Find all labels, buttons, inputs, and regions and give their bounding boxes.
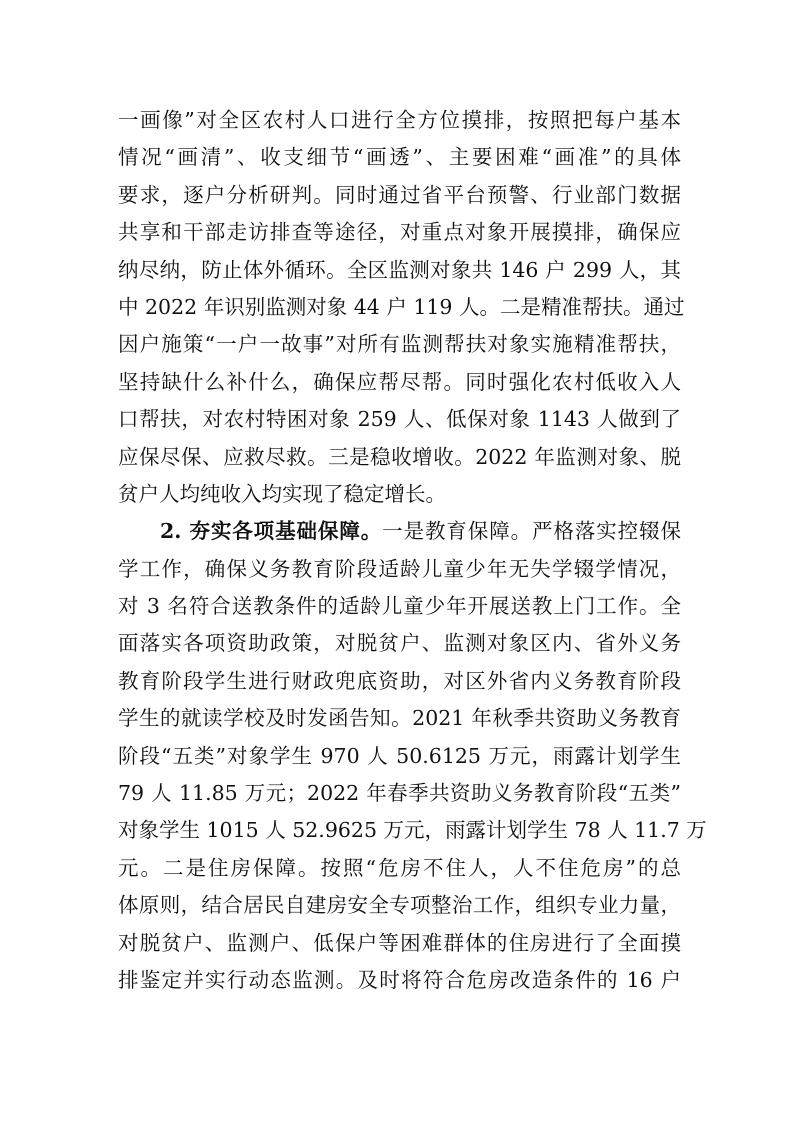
text-line: 对 3 名符合送教条件的适龄儿童少年开展送教上门工作。全 xyxy=(118,594,681,619)
text-line: 共享和干部走访排查等途径，对重点对象开展摸排，确保应 xyxy=(118,220,681,245)
text-run: 一是教育保障。严格落实控辍保 xyxy=(382,519,681,544)
text-line: 中 2022 年识别监测对象 44 户 119 人。二是精准帮扶。通过 xyxy=(118,294,685,319)
text-line: 体原则，结合居民自建房安全专项整治工作，组织专业力量， xyxy=(118,893,681,918)
text-line: 纳尽纳，防止体外循环。全区监测对象共 146 户 299 人，其 xyxy=(118,257,681,282)
text-line: 学生的就读学校及时发函告知。2021 年秋季共资助义务教育 xyxy=(118,706,681,731)
document-page xyxy=(118,102,707,999)
section-heading: 2. 夯实各项基础保障。 xyxy=(160,519,383,544)
text-line: 要求，逐户分析研判。同时通过省平台预警、行业部门数据 xyxy=(118,182,681,207)
text-line: 阶段“五类”对象学生 970 人 50.6125 万元，雨露计划学生 xyxy=(118,743,681,768)
text-line: 应保尽保、应救尽救。三是稳收增收。2022 年监测对象、脱 xyxy=(118,444,681,469)
text-line: 一画像”对全区农村人口进行全方位摸排，按照把每户基本 xyxy=(118,108,681,132)
text-line: 元。二是住房保障。按照“危房不住人，人不住危房”的总 xyxy=(118,855,681,880)
text-line: 对象学生 1015 人 52.9625 万元，雨露计划学生 78 人 11.7 万 xyxy=(118,818,707,843)
text-line: 排鉴定并实行动态监测。及时将符合危房改造条件的 16 户 xyxy=(118,967,681,992)
text-line: 学工作，确保义务教育阶段适龄儿童少年无失学辍学情况， xyxy=(118,556,681,581)
text-line: 口帮扶，对农村特困对象 259 人、低保对象 1143 人做到了 xyxy=(118,407,681,432)
text-line: 因户施策“一户一故事”对所有监测帮扶对象实施精准帮扶， xyxy=(118,332,681,357)
text-line: 情况“画清”、收支细节“画透”、主要困难“画准”的具体 xyxy=(118,145,681,170)
paragraph-monitoring xyxy=(118,102,685,513)
text-line: 坚持缺什么补什么，确保应帮尽帮。同时强化农村低收入人 xyxy=(118,369,681,394)
text-line: 面落实各项资助政策，对脱贫户、监测对象区内、省外义务 xyxy=(118,631,681,656)
paragraph-basic-guarantees xyxy=(118,513,707,999)
text-line: 教育阶段学生进行财政兜底资助，对区外省内义务教育阶段 xyxy=(118,668,681,693)
text-line: 对脱贫户、监测户、低保户等困难群体的住房进行了全面摸 xyxy=(118,930,681,955)
section-heading-line xyxy=(118,513,681,550)
text-line: 贫户人均纯收入均实现了稳定增长。 xyxy=(118,481,446,506)
text-line: 79 人 11.85 万元；2022 年春季共资助义务教育阶段“五类” xyxy=(118,781,681,806)
